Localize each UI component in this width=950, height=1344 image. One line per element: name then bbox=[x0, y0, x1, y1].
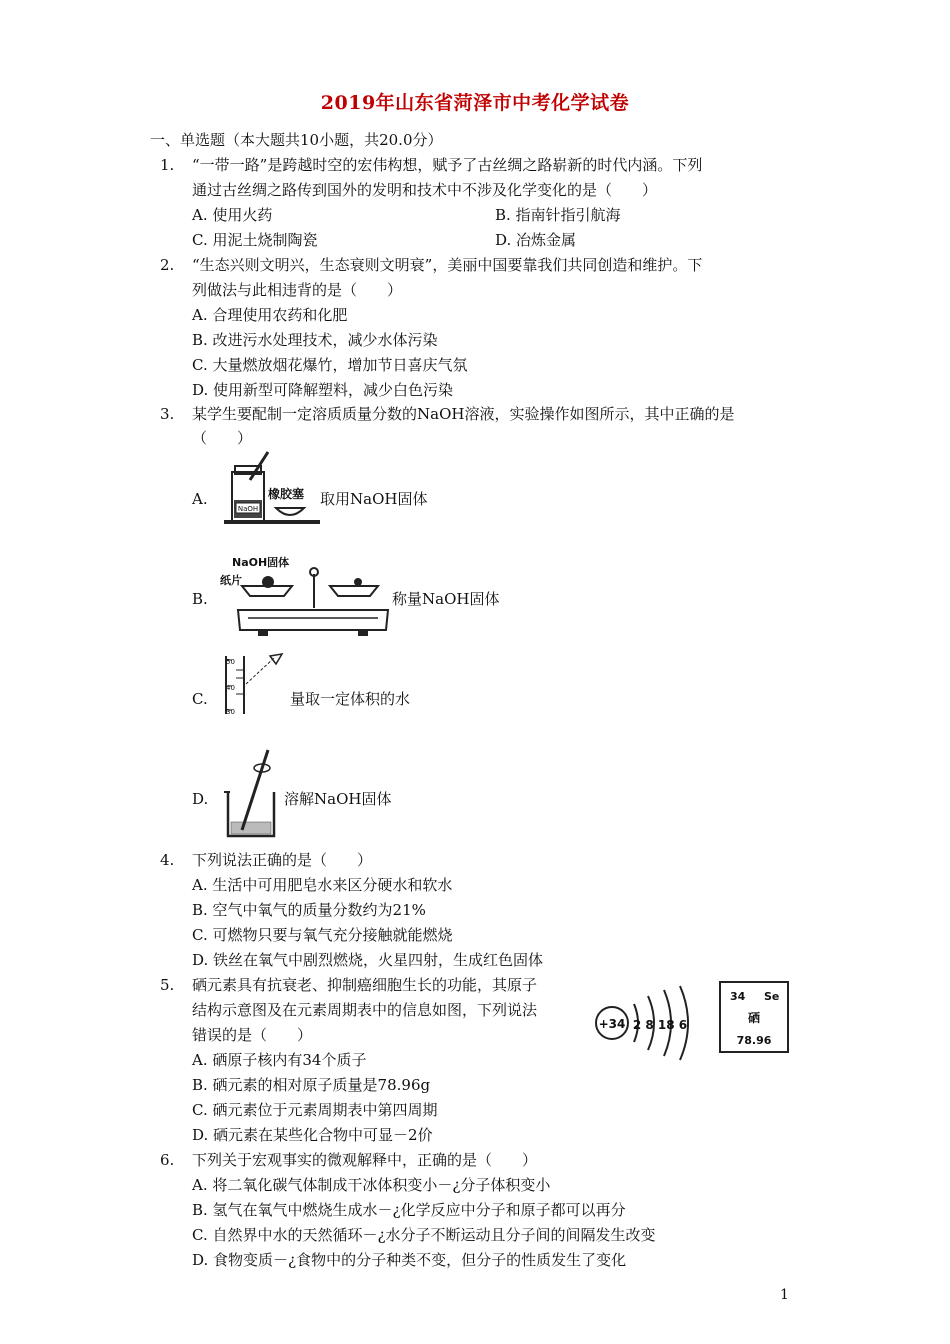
question-5-option-a[interactable]: A. 硒原子核内有34个质子 bbox=[192, 1051, 367, 1069]
question-5-text-line: 硒元素具有抗衰老、抑制癌细胞生长的功能，其原子 bbox=[192, 976, 538, 994]
question-6-number: 6. bbox=[160, 1151, 175, 1169]
question-2-option-d[interactable]: D. 使用新型可降解塑料，减少白色污染 bbox=[192, 381, 454, 399]
question-1-option-a[interactable]: A. 使用火药 bbox=[192, 206, 273, 224]
stopper-label: 橡胶塞 bbox=[268, 487, 305, 501]
paper-label: 纸片 bbox=[220, 574, 242, 587]
page-title: 2019年山东省菏泽市中考化学试卷 bbox=[320, 92, 630, 114]
question-3-option-b-letter[interactable]: B. bbox=[192, 590, 208, 608]
question-3-option-d-letter[interactable]: D. bbox=[192, 790, 209, 808]
question-5-text-line: 结构示意图及在元素周期表中的信息如图，下列说法 bbox=[192, 1001, 538, 1019]
question-2-option-a[interactable]: A. 合理使用农药和化肥 bbox=[192, 306, 348, 324]
question-1-option-d[interactable]: D. 冶炼金属 bbox=[495, 231, 577, 249]
selenium-periodic-table-cell bbox=[718, 980, 790, 1054]
question-1-option-b[interactable]: B. 指南针指引航海 bbox=[495, 206, 621, 224]
question-6-text-line: 下列关于宏观事实的微观解释中，正确的是（ ） bbox=[192, 1151, 538, 1169]
question-1-text-line: “一带一路”是跨越时空的宏伟构想，赋予了古丝绸之路崭新的时代内涵。下列 bbox=[192, 156, 703, 174]
question-3-text-line: 某学生要配制一定溶质质量分数的NaOH溶液，实验操作如图所示，其中正确的是 bbox=[192, 405, 735, 423]
question-5-text-line: 错误的是（ ） bbox=[192, 1026, 313, 1044]
question-6-option-d[interactable]: D. 食物变质－¿食物中的分子种类不变，但分子的性质发生了变化 bbox=[192, 1251, 627, 1269]
question-3-option-c-letter[interactable]: C. bbox=[192, 690, 208, 708]
selenium-atom-structure-diagram bbox=[590, 982, 702, 1064]
section-heading: 一、单选题（本大题共10小题，共20.0分） bbox=[150, 131, 443, 149]
question-4-option-b[interactable]: B. 空气中氧气的质量分数约为21% bbox=[192, 901, 426, 919]
question-4-option-d[interactable]: D. 铁丝在氧气中剧烈燃烧，火星四射，生成红色固体 bbox=[192, 951, 544, 969]
graduated-cylinder-figure bbox=[222, 650, 286, 718]
tick-label: 40 bbox=[226, 684, 235, 692]
question-1-number: 1. bbox=[160, 156, 175, 174]
nucleus-charge: +34 bbox=[598, 1017, 626, 1031]
question-3-option-a-text[interactable]: 取用NaOH固体 bbox=[320, 490, 428, 508]
question-4-text-line: 下列说法正确的是（ ） bbox=[192, 851, 373, 869]
question-2-number: 2. bbox=[160, 256, 175, 274]
question-5-option-b[interactable]: B. 硒元素的相对原子质量是78.96g bbox=[192, 1076, 431, 1094]
page-number: 1 bbox=[780, 1287, 789, 1303]
question-3-number: 3. bbox=[160, 405, 175, 423]
question-3-text-line: （ ） bbox=[192, 429, 253, 447]
question-3-option-b-text[interactable]: 称量NaOH固体 bbox=[392, 590, 500, 608]
question-6-option-c[interactable]: C. 自然界中水的天然循环－¿水分子不断运动且分子间的间隔发生改变 bbox=[192, 1226, 656, 1244]
question-4-option-a[interactable]: A. 生活中可用肥皂水来区分硬水和软水 bbox=[192, 876, 453, 894]
question-6-option-b[interactable]: B. 氢气在氧气中燃烧生成水－¿化学反应中分子和原子都可以再分 bbox=[192, 1201, 626, 1219]
question-1-option-c[interactable]: C. 用泥土烧制陶瓷 bbox=[192, 231, 318, 249]
tick-label: 30 bbox=[226, 708, 235, 716]
question-5-option-d[interactable]: D. 硒元素在某些化合物中可显－2价 bbox=[192, 1126, 433, 1144]
naoh-solid-label: NaOH固体 bbox=[232, 556, 290, 569]
tick-label: 50 bbox=[226, 658, 235, 666]
question-3-option-c-text[interactable]: 量取一定体积的水 bbox=[290, 690, 411, 708]
question-5-option-c[interactable]: C. 硒元素位于元素周期表中第四周期 bbox=[192, 1101, 438, 1119]
question-2-text-line: 列做法与此相违背的是（ ） bbox=[192, 281, 403, 299]
question-3-option-a-letter[interactable]: A. bbox=[192, 490, 208, 508]
question-5-number: 5. bbox=[160, 976, 175, 994]
electron-shells: 2 8 18 6 bbox=[632, 1018, 688, 1032]
question-3-option-d-text[interactable]: 溶解NaOH固体 bbox=[284, 790, 392, 808]
question-4-number: 4. bbox=[160, 851, 175, 869]
atomic-mass: 78.96 bbox=[736, 1034, 772, 1047]
reagent-bottle-figure bbox=[220, 450, 320, 526]
question-2-option-c[interactable]: C. 大量燃放烟花爆竹，增加节日喜庆气氛 bbox=[192, 356, 468, 374]
question-2-text-line: “生态兴则文明兴，生态衰则文明衰”，美丽中国要靠我们共同创造和维护。下 bbox=[192, 256, 703, 274]
question-1-text-line: 通过古丝绸之路传到国外的发明和技术中不涉及化学变化的是（ ） bbox=[192, 181, 658, 199]
element-symbol: Se bbox=[764, 990, 780, 1003]
atomic-number: 34 bbox=[730, 990, 746, 1003]
balance-scale-figure bbox=[218, 552, 390, 638]
beaker-stirring-figure bbox=[222, 746, 284, 840]
bottle-label: NaOH bbox=[237, 505, 259, 513]
question-2-option-b[interactable]: B. 改进污水处理技术，减少水体污染 bbox=[192, 331, 438, 349]
element-name: 硒 bbox=[747, 1011, 761, 1025]
question-4-option-c[interactable]: C. 可燃物只要与氧气充分接触就能燃烧 bbox=[192, 926, 453, 944]
question-6-option-a[interactable]: A. 将二氧化碳气体制成干冰体积变小－¿分子体积变小 bbox=[192, 1176, 551, 1194]
